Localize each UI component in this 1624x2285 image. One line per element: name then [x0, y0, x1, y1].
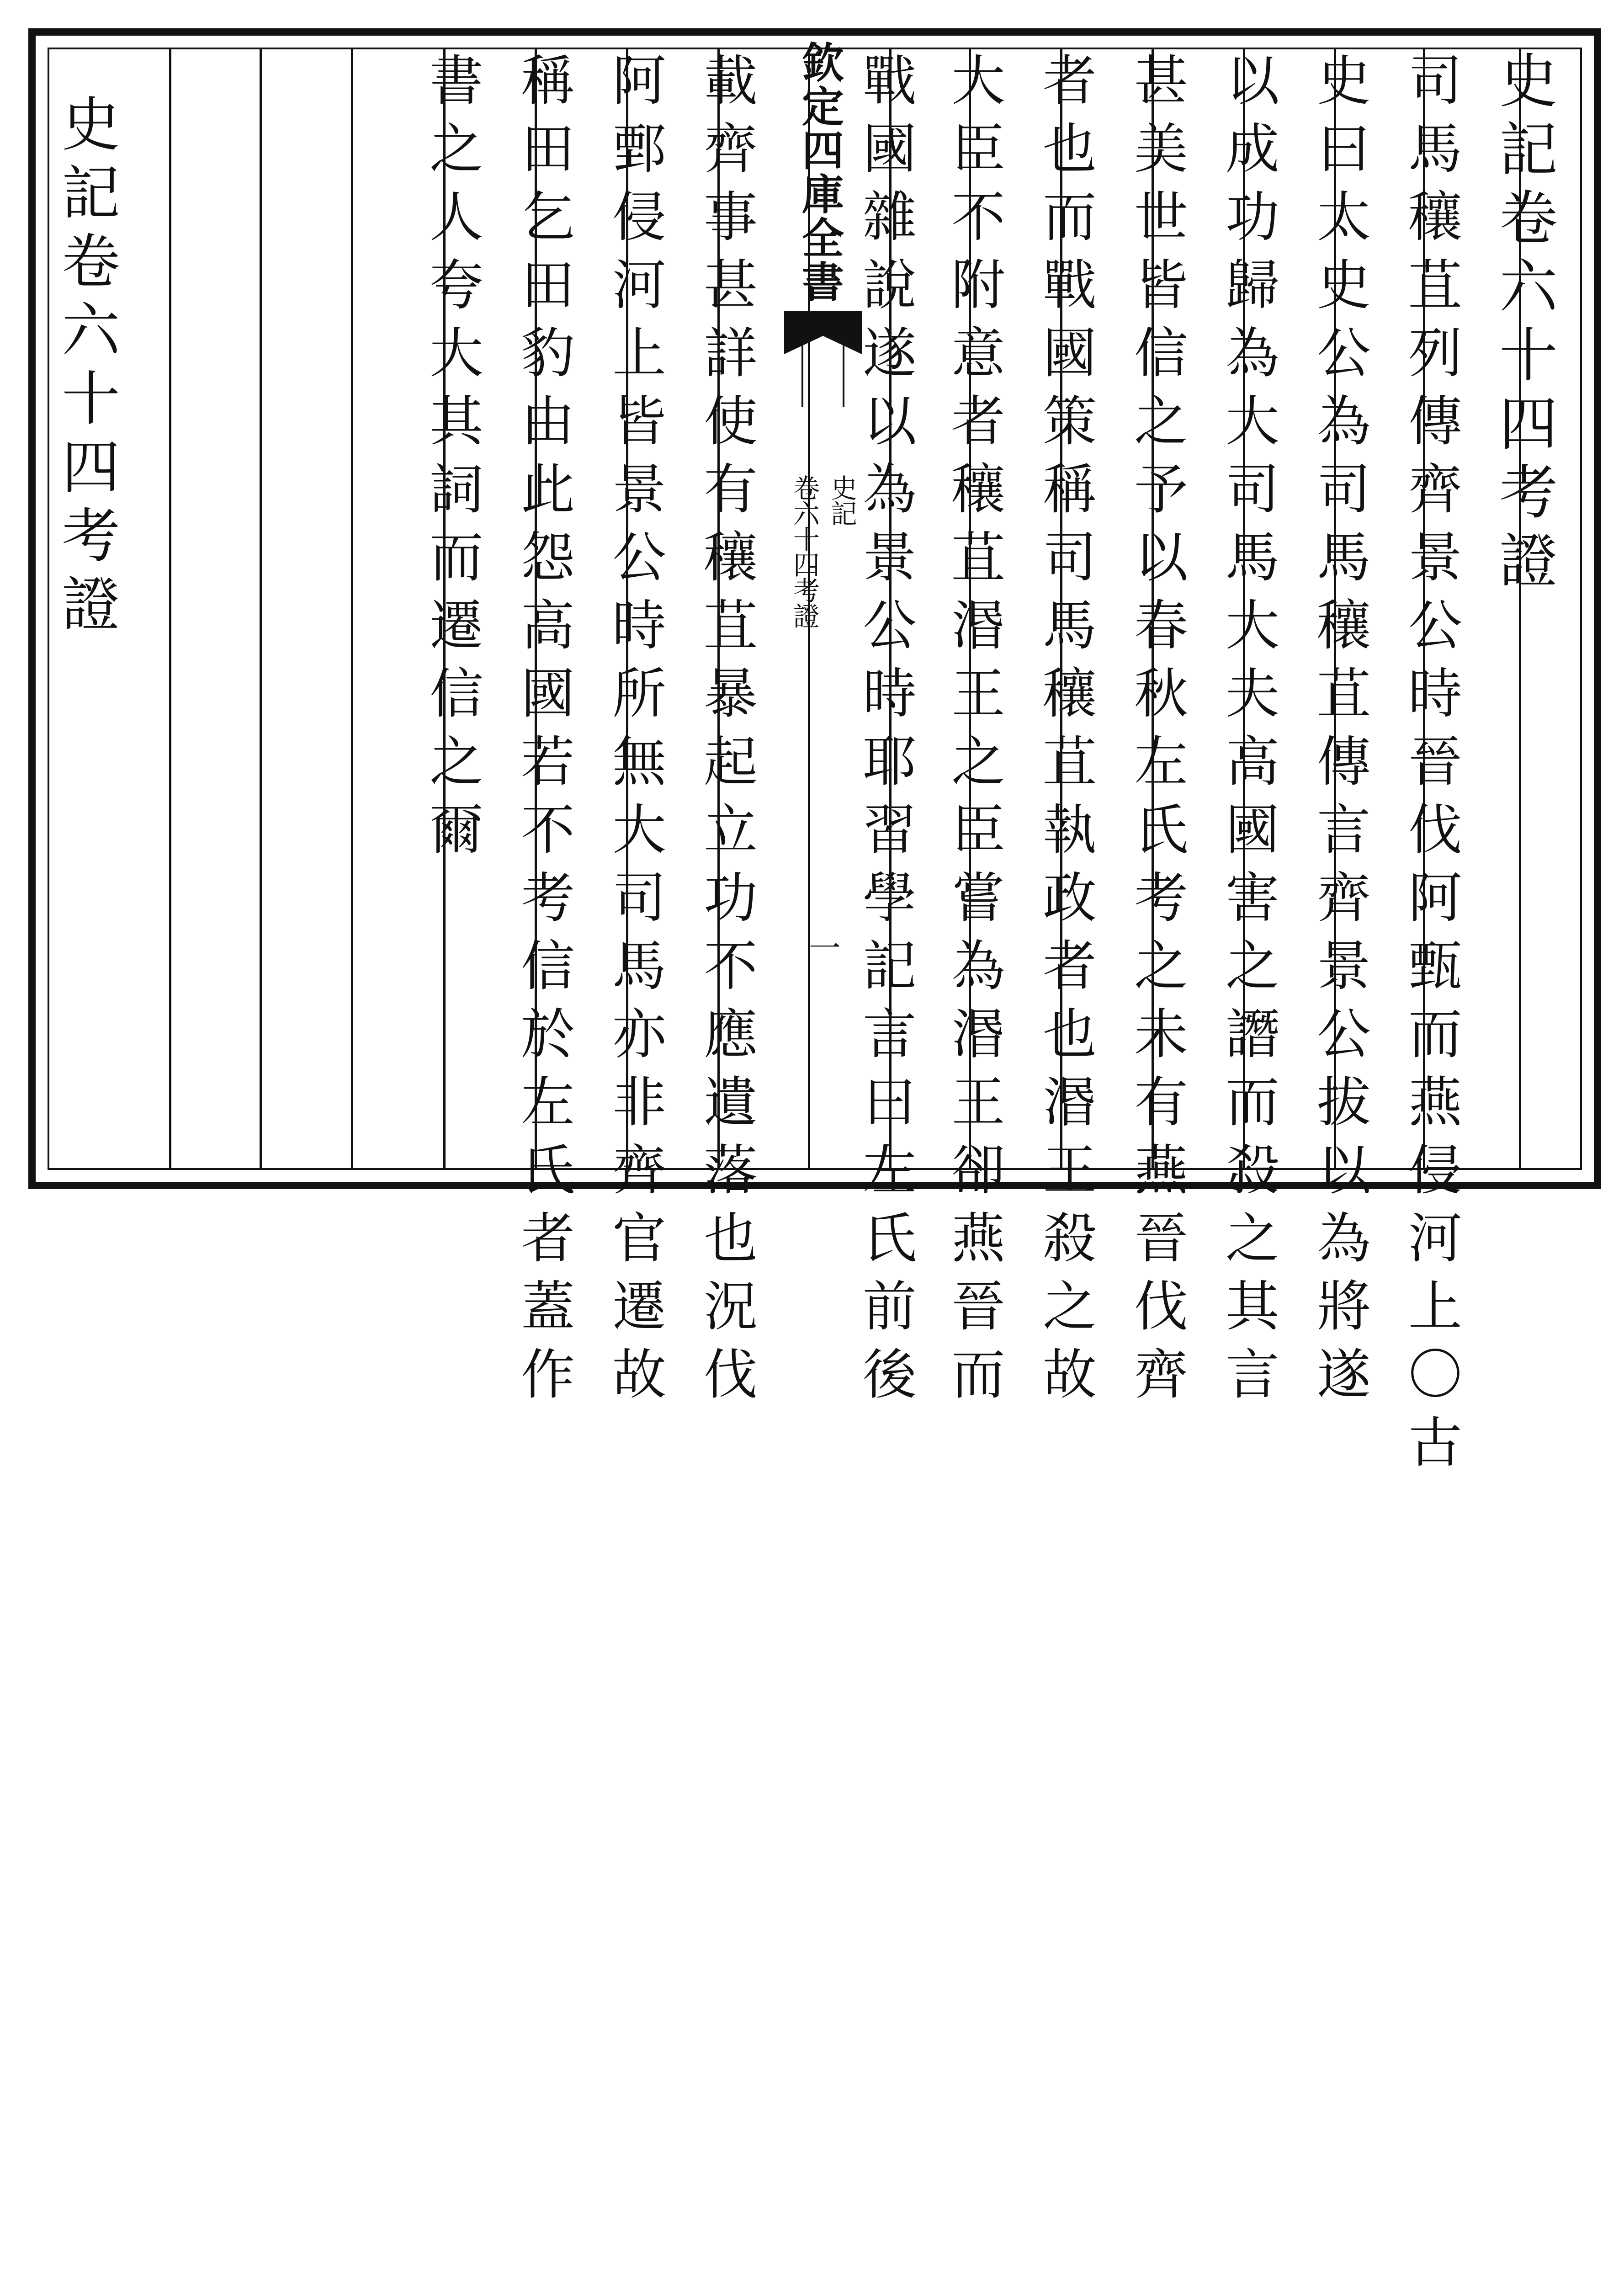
- character: 證: [793, 601, 820, 632]
- character: 乞: [520, 186, 575, 249]
- character: 其: [1225, 1275, 1279, 1338]
- text-column: [944, 49, 1013, 1416]
- character: 信: [1134, 322, 1188, 385]
- character: 氏: [1134, 798, 1188, 861]
- character: 時: [862, 662, 917, 725]
- character: 遷: [612, 1275, 666, 1338]
- character: 穰: [951, 458, 1005, 521]
- character: 說: [862, 254, 917, 317]
- character: 者: [520, 1207, 575, 1270]
- character: 暴: [703, 662, 758, 725]
- character: 後: [862, 1343, 917, 1406]
- character: 拔: [1316, 1071, 1371, 1134]
- character: 之: [951, 730, 1005, 793]
- character: 四: [61, 434, 120, 502]
- character: 言: [1316, 798, 1371, 861]
- text-column: [1127, 49, 1195, 1416]
- character: 況: [703, 1275, 758, 1338]
- character: 學: [862, 866, 917, 930]
- character: 之: [429, 730, 483, 793]
- character: 作: [520, 1343, 575, 1406]
- character: 史: [1499, 48, 1558, 116]
- character: 馬: [1408, 117, 1462, 181]
- character: 前: [862, 1275, 917, 1338]
- character: 傳: [1316, 730, 1371, 793]
- text-column: [696, 49, 765, 1416]
- character: 言: [862, 1003, 917, 1066]
- character: 齊: [703, 117, 758, 181]
- character: 夫: [1225, 662, 1279, 725]
- character: 公: [862, 594, 917, 657]
- character: 為: [1316, 390, 1371, 453]
- character: 政: [1042, 866, 1097, 930]
- character: 大: [1225, 594, 1279, 657]
- character: 國: [520, 662, 575, 725]
- character: 六: [1499, 253, 1558, 321]
- character: 侵: [612, 186, 666, 249]
- character: 列: [1408, 322, 1462, 385]
- character: 四: [1499, 390, 1558, 458]
- character: 殺: [1225, 1139, 1279, 1202]
- character: 高: [520, 594, 575, 657]
- character: 書: [801, 258, 844, 307]
- character: 司: [1225, 458, 1279, 521]
- character: 大: [429, 322, 483, 385]
- character: 若: [520, 730, 575, 793]
- character: 無: [612, 730, 666, 793]
- character: 春: [1134, 594, 1188, 657]
- character: 史: [830, 473, 857, 504]
- character: 由: [520, 390, 575, 453]
- character: 全: [801, 214, 844, 263]
- character: 燕: [1408, 1071, 1462, 1134]
- character: 景: [1408, 526, 1462, 589]
- column-rule: [260, 49, 262, 1168]
- character: 遷: [429, 594, 483, 657]
- character: 戰: [1042, 254, 1097, 317]
- character: 王: [951, 662, 1005, 725]
- character: 以: [1316, 1139, 1371, 1202]
- character: 苴: [951, 526, 1005, 589]
- character: 四: [801, 126, 844, 175]
- character: 卻: [951, 1139, 1005, 1202]
- character: 者: [951, 390, 1005, 453]
- character: 伐: [703, 1343, 758, 1406]
- character: 信: [429, 662, 483, 725]
- character: 傳: [1408, 390, 1462, 453]
- character: 考: [1134, 866, 1188, 930]
- character: 庫: [801, 170, 844, 219]
- character: 予: [1134, 458, 1188, 521]
- character: 史: [1316, 49, 1371, 112]
- character: 一: [809, 930, 841, 967]
- character: 阿: [612, 49, 666, 112]
- character: 司: [1408, 49, 1462, 112]
- character: 遂: [862, 322, 917, 385]
- text-column: [1310, 49, 1378, 1416]
- book-name: [828, 473, 860, 530]
- character: 所: [612, 662, 666, 725]
- character: 侵: [1408, 1139, 1462, 1202]
- character: 以: [862, 390, 917, 453]
- character: 苴: [1042, 730, 1097, 793]
- character: 六: [793, 499, 820, 530]
- character: 夸: [429, 254, 483, 317]
- character: 之: [1134, 935, 1188, 998]
- character: 大: [951, 49, 1005, 112]
- character: 習: [862, 798, 917, 861]
- character: 記: [1499, 116, 1558, 184]
- character: 馬: [612, 935, 666, 998]
- character: 於: [520, 1003, 575, 1066]
- character: 嘗: [951, 866, 1005, 930]
- character: 時: [612, 594, 666, 657]
- character: 秋: [1134, 662, 1188, 725]
- character: 而: [951, 1343, 1005, 1406]
- character: 上: [1408, 1275, 1462, 1338]
- character: 卷: [1499, 185, 1558, 253]
- character: 司: [1316, 458, 1371, 521]
- character: 穰: [703, 526, 758, 589]
- character: 有: [1134, 1071, 1188, 1134]
- character: 殺: [1042, 1207, 1097, 1270]
- character: 言: [1225, 1343, 1279, 1406]
- text-column: [605, 49, 674, 1416]
- character: 美: [1134, 117, 1188, 181]
- character: 而: [429, 526, 483, 589]
- character: 以: [1225, 49, 1279, 112]
- character: 立: [703, 798, 758, 861]
- character: 四: [793, 550, 820, 581]
- character: 〇: [1408, 1343, 1462, 1406]
- character: 應: [703, 1003, 758, 1066]
- character: 齊: [612, 1139, 666, 1202]
- character: 不: [703, 935, 758, 998]
- character: 燕: [951, 1207, 1005, 1270]
- character: 考: [520, 866, 575, 930]
- character: 伐: [1134, 1275, 1188, 1338]
- character: 上: [612, 322, 666, 385]
- character: 之: [1225, 1207, 1279, 1270]
- character: 以: [1134, 526, 1188, 589]
- character: 故: [612, 1343, 666, 1406]
- character: 成: [1225, 117, 1279, 181]
- character: 之: [1134, 390, 1188, 453]
- character: 不: [951, 186, 1005, 249]
- character: 公: [612, 526, 666, 589]
- character: 欽: [801, 38, 844, 88]
- character: 臣: [951, 117, 1005, 181]
- character: 者: [1042, 49, 1097, 112]
- text-column: [855, 49, 924, 1416]
- character: 之: [1042, 1275, 1097, 1338]
- character: 信: [520, 935, 575, 998]
- character: 證: [61, 571, 120, 639]
- character: 氏: [862, 1207, 917, 1270]
- character: 史: [61, 91, 120, 159]
- character: 怨: [520, 526, 575, 589]
- character: 非: [612, 1071, 666, 1134]
- character: 世: [1134, 186, 1188, 249]
- character: 不: [520, 798, 575, 861]
- character: 雜: [862, 186, 917, 249]
- character: 公: [1316, 1003, 1371, 1066]
- character: 亦: [612, 1003, 666, 1066]
- character: 齊: [1316, 866, 1371, 930]
- character: 執: [1042, 798, 1097, 861]
- character: 歸: [1225, 254, 1279, 317]
- character: 氏: [520, 1139, 575, 1202]
- character: 十: [793, 524, 820, 555]
- character: 燕: [1134, 1139, 1188, 1202]
- character: 河: [1408, 1207, 1462, 1270]
- character: 之: [429, 117, 483, 181]
- character: 稱: [1042, 458, 1097, 521]
- character: 官: [612, 1207, 666, 1270]
- character: 太: [1316, 186, 1371, 249]
- character: 王: [1042, 1139, 1097, 1202]
- character: 也: [1042, 1003, 1097, 1066]
- character: 而: [1042, 186, 1097, 249]
- character: 馬: [1316, 526, 1371, 589]
- character: 甄: [1408, 935, 1462, 998]
- character: 書: [429, 49, 483, 112]
- character: 功: [1225, 186, 1279, 249]
- character: 國: [1042, 322, 1097, 385]
- character: 詞: [429, 458, 483, 521]
- character: 而: [1225, 1071, 1279, 1134]
- character: 蓋: [520, 1275, 575, 1338]
- character: 田: [520, 254, 575, 317]
- character: 晉: [951, 1275, 1005, 1338]
- character: 穰: [1042, 662, 1097, 725]
- character: 湣: [951, 1003, 1005, 1066]
- fishtail-mark: [784, 311, 862, 407]
- character: 甚: [703, 254, 758, 317]
- character: 遂: [1316, 1343, 1371, 1406]
- character: 十: [61, 365, 120, 433]
- character: 害: [1225, 866, 1279, 930]
- page-number: [804, 930, 845, 967]
- character: 考: [1499, 459, 1558, 527]
- character: 景: [1316, 935, 1371, 998]
- character: 左: [862, 1139, 917, 1202]
- character: 證: [1499, 527, 1558, 595]
- character: 事: [703, 186, 758, 249]
- character: 曰: [862, 1071, 917, 1134]
- character: 也: [1042, 117, 1097, 181]
- character: 也: [703, 1207, 758, 1270]
- character: 記: [61, 159, 120, 228]
- character: 景: [612, 458, 666, 521]
- character: 人: [429, 186, 483, 249]
- character: 臣: [951, 798, 1005, 861]
- character: 為: [862, 458, 917, 521]
- character: 爾: [429, 798, 483, 861]
- character: 史: [1316, 254, 1371, 317]
- character: 苴: [703, 594, 758, 657]
- character: 穰: [1408, 186, 1462, 249]
- character: 將: [1316, 1275, 1371, 1338]
- character: 為: [1316, 1207, 1371, 1270]
- text-column: [514, 49, 582, 1416]
- character: 詳: [703, 322, 758, 385]
- character: 稱: [520, 49, 575, 112]
- character: 遺: [703, 1071, 758, 1134]
- collection-title: [784, 38, 862, 307]
- character: 考: [61, 502, 120, 570]
- character: 為: [1225, 322, 1279, 385]
- character: 苴: [1316, 662, 1371, 725]
- column-rule: [169, 49, 171, 1168]
- character: 左: [520, 1071, 575, 1134]
- character: 豹: [520, 322, 575, 385]
- character: 穰: [1316, 594, 1371, 657]
- character: 未: [1134, 1003, 1188, 1066]
- character: 使: [703, 390, 758, 453]
- character: 阿: [1408, 866, 1462, 930]
- character: 大: [1225, 390, 1279, 453]
- text-column: [422, 49, 491, 871]
- character: 為: [951, 935, 1005, 998]
- character: 其: [429, 390, 483, 453]
- character: 譖: [1225, 1003, 1279, 1066]
- character: 者: [1042, 935, 1097, 998]
- character: 曰: [1316, 117, 1371, 181]
- character: 之: [1225, 935, 1279, 998]
- character: 景: [862, 526, 917, 589]
- character: 落: [703, 1139, 758, 1202]
- character: 故: [1042, 1343, 1097, 1406]
- character: 國: [862, 117, 917, 181]
- character: 晉: [1408, 730, 1462, 793]
- character: 伐: [1408, 798, 1462, 861]
- character: 耶: [862, 730, 917, 793]
- text-column: [1401, 49, 1470, 1484]
- character: 甚: [1134, 49, 1188, 112]
- character: 司: [612, 866, 666, 930]
- character: 功: [703, 866, 758, 930]
- character: 記: [830, 499, 857, 530]
- character: 意: [951, 322, 1005, 385]
- character: 附: [951, 254, 1005, 317]
- character: 卷: [61, 228, 120, 296]
- character: 定: [801, 82, 844, 132]
- text-column: [1035, 49, 1104, 1416]
- character: 六: [61, 297, 120, 365]
- character: 馬: [1225, 526, 1279, 589]
- character: 司: [1042, 526, 1097, 589]
- chapter-heading: [1494, 48, 1563, 601]
- character: 馬: [1042, 594, 1097, 657]
- character: 湣: [1042, 1071, 1097, 1134]
- character: 古: [1408, 1411, 1462, 1474]
- character: 齊: [1134, 1343, 1188, 1406]
- character: 有: [703, 458, 758, 521]
- character: 記: [862, 935, 917, 998]
- character: 湣: [951, 594, 1005, 657]
- character: 策: [1042, 390, 1097, 453]
- character: 公: [1316, 322, 1371, 385]
- volume-label: [791, 473, 823, 632]
- character: 卷: [793, 473, 820, 504]
- character: 時: [1408, 662, 1462, 725]
- character: 皆: [1134, 254, 1188, 317]
- character: 齊: [1408, 458, 1462, 521]
- character: 田: [520, 117, 575, 181]
- character: 晉: [1134, 1207, 1188, 1270]
- character: 王: [951, 1071, 1005, 1134]
- character: 起: [703, 730, 758, 793]
- character: 公: [1408, 594, 1462, 657]
- character: 苴: [1408, 254, 1462, 317]
- character: 而: [1408, 1003, 1462, 1066]
- column-rule: [351, 49, 353, 1168]
- character: 國: [1225, 798, 1279, 861]
- chapter-footer-heading: [57, 91, 125, 644]
- character: 戰: [862, 49, 917, 112]
- character: 鄄: [612, 117, 666, 181]
- character: 皆: [612, 390, 666, 453]
- character: 大: [612, 798, 666, 861]
- character: 左: [1134, 730, 1188, 793]
- text-column: [1218, 49, 1287, 1416]
- character: 載: [703, 49, 758, 112]
- character: 考: [793, 575, 820, 606]
- character: 十: [1499, 322, 1558, 390]
- character: 高: [1225, 730, 1279, 793]
- character: 此: [520, 458, 575, 521]
- character: 河: [612, 254, 666, 317]
